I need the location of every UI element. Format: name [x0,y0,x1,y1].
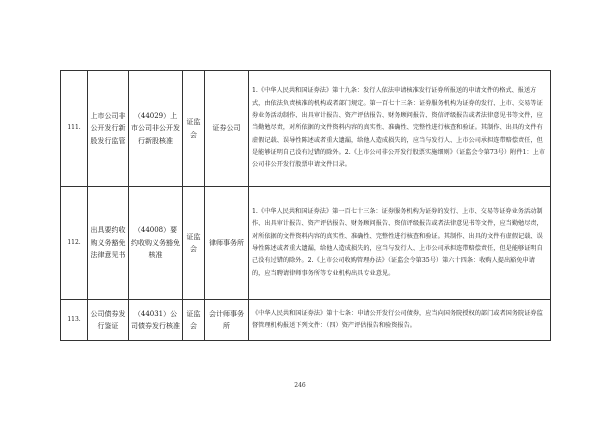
agency: 律师事务所 [205,187,249,300]
table-row [61,71,551,187]
approval-item: （44029）上市公司非公开发行新股核准 [129,71,183,187]
legal-basis: 《中华人民共和国证券法》第十七条：申请公开发行公司债券，应当向国务院授权的部门或者国务院证券监督管理机构报送下列文件：（四）资产评估报告和验资报告。 [249,300,551,341]
legal-basis: 1.《中华人民共和国证券法》第一百七十三条：证券服务机构为证券的发行、上市、交易等证券业务活动制作、出具审计报告、资产评估报告、财务顾问报告、资信评级报告或者法律意见书等文件，应当勤勉尽责，对所依据的文件资料内容的真实性、准确性、完整性进行核查和验证。其制作、出具的文件有虚假记载、误导性陈述或者重大遗漏，给他人造成损失的，应当与发行人、上市公司承担连带赔偿责任，但是能够证明自己没有过错的除外。2.《上市公司收购管理办法》（证监会令第35号）第六十四条：收购人提出豁免申请的，应当聘请律师事务所等专业机构出具专业意见。 [249,187,551,300]
item-name: 上市公司非公开发行新股发行监管 [88,71,129,187]
row-number: 112. [61,187,88,300]
agency: 证券公司 [205,71,249,187]
department: 证监会 [183,187,205,300]
table-row [61,187,551,300]
legal-basis: 1.《中华人民共和国证券法》第十九条：发行人依法申请核准发行证券所报送的申请文件的格式、报送方式，由依法负责核准的机构或者部门规定。第一百七十三条：证券服务机构为证券的发行、上市、交易等证券业务活动制作、出具审计报告、资产评估报告、财务顾问报告、资信评级报告或者法律意见书等文件，应当勤勉尽责，对所依据的文件资料内容的真实性、准确性、完整性进行核查和验证。其制作、出具的文件有虚假记载、误导性陈述或者重大遗漏，给他人造成损失的，应当与发行人、上市公司承担连带赔偿责任，但是能够证明自己没有过错的除外。2.《上市公司非公开发行股票实施细则》（证监会令第73号）附件1：上市公司非公开发行股票申请文件目录。 [249,71,551,187]
table-row [61,300,551,341]
item-name: 出具要约收购义务豁免法律意见书 [88,187,129,300]
department: 证监会 [183,71,205,187]
row-number: 111. [61,71,88,187]
department: 证监会 [183,300,205,341]
approval-item: （44008）要约收购义务豁免核准 [129,187,183,300]
document-table [60,70,551,341]
row-number: 113. [61,300,88,341]
item-name: 公司债券发行鉴证 [88,300,129,341]
page-number: 246 [294,382,306,389]
approval-item: （44031）公司债券发行核准 [129,300,183,341]
agency: 会计师事务所 [205,300,249,341]
